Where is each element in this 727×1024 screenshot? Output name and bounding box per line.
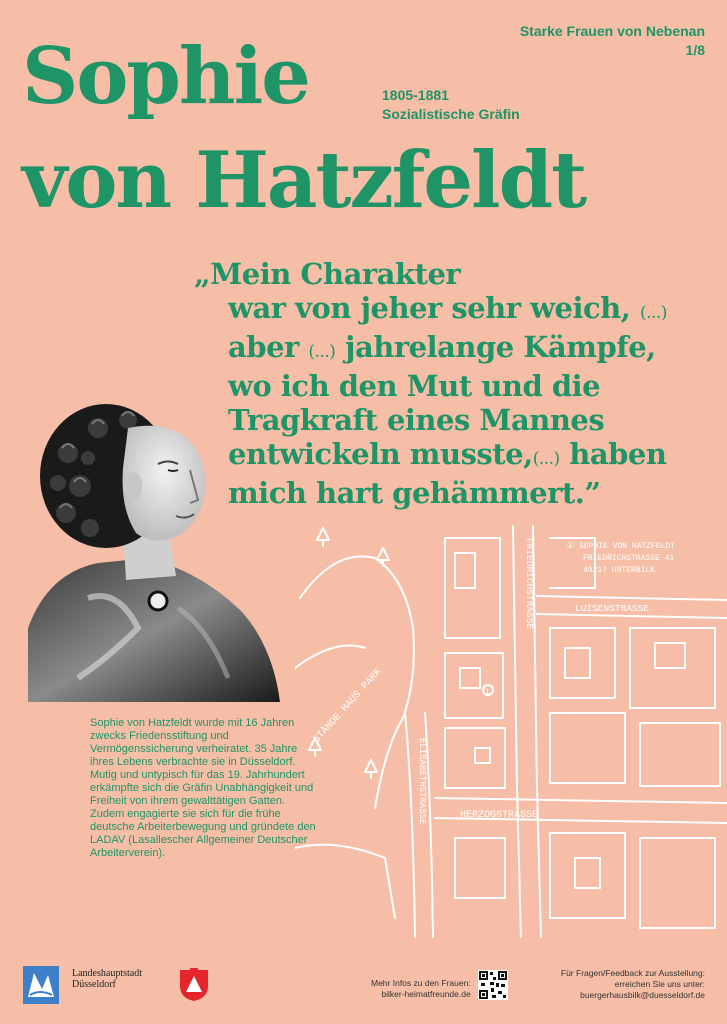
website-link[interactable]: bilker-heimatfreunde.de (381, 989, 471, 999)
street-map (295, 518, 727, 938)
map-note: FRIEDRICHSTRASSE 41 (583, 554, 675, 563)
more-info (371, 978, 471, 1000)
city-coat-of-arms-icon (22, 965, 60, 1005)
quote-line (228, 291, 721, 330)
quote-line (228, 330, 721, 369)
street-label: LUISENSTRASSE (575, 603, 650, 614)
contact-line: Für Fragen/Feedback zur Ausstellung: (560, 968, 705, 978)
role: Sozialistische Gräfin (382, 106, 520, 122)
street-label: FRIEDRICHSTRASSE (524, 538, 535, 630)
heimatfreunde-crest-icon (178, 966, 210, 1002)
quote-text: aber (228, 330, 309, 364)
contact-email-link[interactable]: buergerhausbilk@duesseldorf.de (580, 990, 705, 1000)
qr-code-icon[interactable] (478, 970, 508, 1000)
portrait-image (28, 398, 280, 702)
map-marker: 1 (485, 688, 490, 697)
map-note: ① SOPHIE VON HATZFELDT (567, 542, 675, 551)
quote-text: jahrelange Kämpfe, (335, 330, 656, 364)
map-note: 40217 UNTERBILK (583, 566, 656, 575)
quote-text: haben (559, 437, 667, 471)
street-label: STÄNDE HAUS PARK (311, 666, 385, 746)
street-label: HERZOGSTRASSE (460, 810, 539, 821)
quote-line: Tragkraft eines Mannes (228, 403, 605, 437)
quote-line: wo ich den Mut und die (228, 369, 601, 403)
series-name: Starke Frauen von Nebenan (519, 23, 705, 39)
subtitle (382, 86, 520, 124)
quote-line (228, 437, 721, 476)
contact-line: erreichen Sie uns unter: (614, 979, 705, 989)
contact-info (561, 968, 705, 1001)
city-line: Landeshauptstadt (72, 968, 142, 979)
city-line: Düsseldorf (72, 979, 116, 990)
ellipsis: (...) (308, 342, 336, 362)
more-info-line: Mehr Infos zu den Frauen: (371, 978, 471, 988)
quote-text: war von jeher sehr weich, (228, 291, 640, 325)
title-line-2: von Hatzfeldt (22, 135, 586, 226)
biography-text: Sophie von Hatzfeldt wurde mit 16 Jahren zwecks Friedensstiftung und Vermögenssicherung verheiratet. 35 Jahre ihres Lebens verbrachte sie in Düsseldorf. Mutig und untypisch für das 19. Jahrhundert erkämpfte sich die Gräfin Unabhängigkeit und Freiheit von ihrem gewalttätigen Gatten. Zudem engagierte sie sich für die frühe deutsche Arbeiterbewegung und gründete den LADAV (Lasallescher Allgemeiner Deutscher Arbeiterverein). (90, 717, 316, 859)
ellipsis: (...) (532, 449, 560, 469)
ellipsis: (...) (639, 303, 667, 323)
quote-line: „Mein Charakter (194, 257, 461, 291)
quote (194, 257, 721, 510)
life-years: 1805-1881 (382, 87, 449, 103)
series-header (520, 22, 705, 60)
city-name (72, 968, 142, 990)
quote-text: entwickeln musste, (228, 437, 533, 471)
series-number: 1/8 (685, 42, 705, 58)
quote-line: mich hart gehämmert.” (228, 476, 601, 510)
title-line-1: Sophie (22, 31, 309, 122)
street-label: ELISABETHSTRASSE (417, 738, 427, 825)
